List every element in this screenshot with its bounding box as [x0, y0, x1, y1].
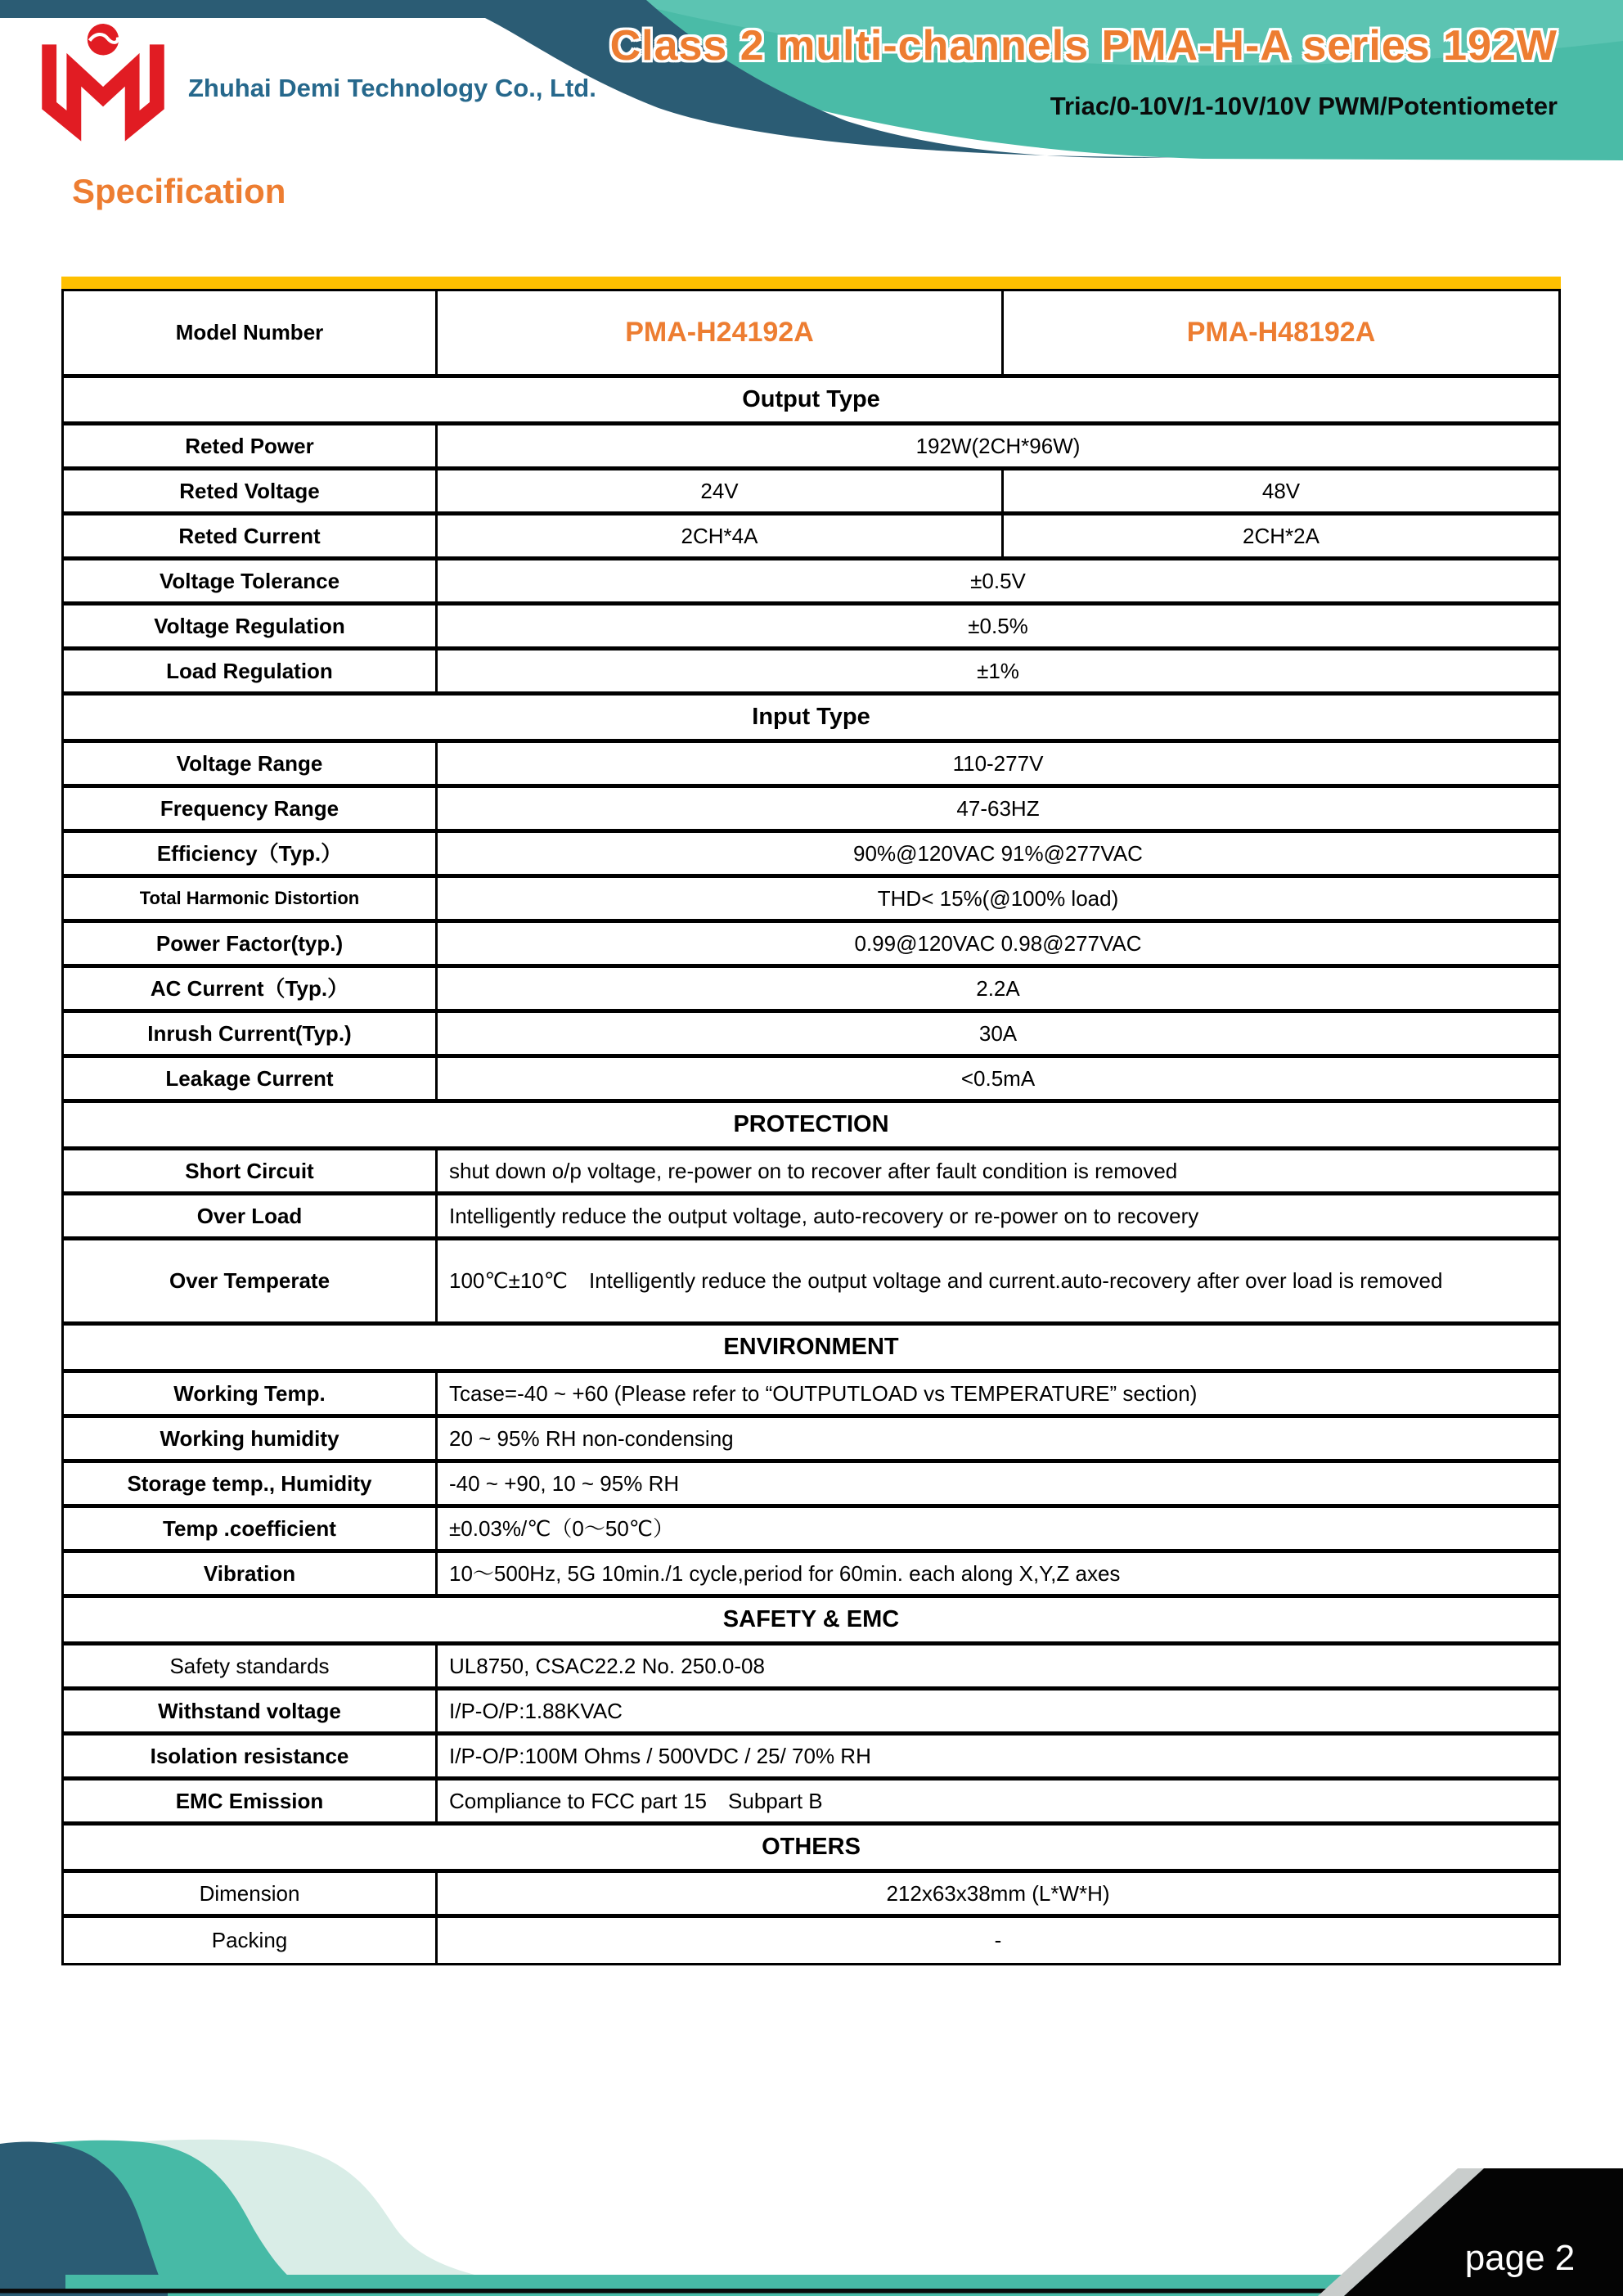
table-row	[64, 560, 1558, 606]
page-header	[0, 0, 1623, 160]
row-value: ±0.5V	[435, 560, 1558, 601]
row-label: Temp .coefficient	[163, 1515, 336, 1541]
row-value: ±1%	[435, 651, 1558, 691]
section-row	[64, 1103, 1558, 1150]
row-value: shut down o/p voltage, re-power on to recover after fault condition is removed	[435, 1150, 1558, 1191]
row-label: Inrush Current(Typ.)	[147, 1020, 352, 1046]
row-label: Over Temperate	[169, 1268, 330, 1294]
row-label: Isolation resistance	[150, 1743, 349, 1768]
company-logo-icon	[25, 20, 182, 142]
table-row	[64, 1418, 1558, 1463]
row-label: Voltage Range	[176, 750, 323, 776]
table-row	[64, 968, 1558, 1013]
row-label: Over Load	[196, 1203, 303, 1228]
row-value: 90%@120VAC 91%@277VAC	[435, 833, 1558, 874]
table-row	[64, 1690, 1558, 1736]
row-value: 30A	[435, 1013, 1558, 1054]
row-value: Intelligently reduce the output voltage, auto-recovery or re-power on to recovery	[435, 1195, 1558, 1236]
row-label: Load Regulation	[166, 658, 333, 683]
table-row	[64, 1195, 1558, 1240]
section-row	[64, 1598, 1558, 1645]
table-row	[64, 743, 1558, 788]
section-title: SAFETY & EMC	[722, 1606, 900, 1633]
row-label: Packing	[211, 1928, 288, 1953]
table-row	[64, 1373, 1558, 1418]
section-title: Input Type	[752, 704, 870, 731]
series-title: Class 2 multi-channels PMA-H-A series 192W	[609, 22, 1558, 70]
row-value: 20 ~ 95% RH non-condensing	[435, 1418, 1558, 1459]
specification-table	[61, 289, 1561, 1965]
row-value: 192W(2CH*96W)	[435, 425, 1558, 466]
table-row	[64, 1150, 1558, 1195]
section-title: PROTECTION	[733, 1111, 889, 1138]
row-label: AC Current（Typ.）	[150, 975, 349, 1001]
row-value: -40 ~ +90, 10 ~ 95% RH	[435, 1463, 1558, 1504]
row-label: Efficiency（Typ.）	[156, 840, 343, 866]
row-label: Voltage Tolerance	[159, 568, 340, 593]
table-row	[64, 1781, 1558, 1826]
row-value: 0.99@120VAC 0.98@277VAC	[435, 923, 1558, 964]
section-title: ENVIRONMENT	[723, 1334, 899, 1361]
row-label: Short Circuit	[185, 1158, 314, 1183]
footer-wave-graphic	[0, 2091, 1623, 2296]
section-row	[64, 696, 1558, 743]
table-row	[64, 1058, 1558, 1103]
row-value-model2: 48V	[1001, 470, 1558, 511]
row-label: Safety standards	[169, 1653, 330, 1678]
table-row	[64, 833, 1558, 878]
row-value: -	[435, 1918, 1558, 1963]
table-row	[64, 1645, 1558, 1690]
row-value: THD< 15%(@100% load)	[435, 878, 1558, 919]
row-label: EMC Emission	[175, 1788, 324, 1813]
table-row	[64, 651, 1558, 696]
row-label: Dimension	[199, 1880, 300, 1906]
table-row	[64, 878, 1558, 923]
section-row	[64, 378, 1558, 425]
row-label: Reted Voltage	[179, 478, 320, 503]
row-value-model1: 24V	[435, 470, 1001, 511]
table-row	[64, 1736, 1558, 1781]
row-label: Working Temp.	[173, 1380, 326, 1406]
row-label: Leakage Current	[165, 1065, 334, 1091]
row-value: ±0.03%/℃（0～50℃）	[435, 1508, 1558, 1549]
row-value: 110-277V	[435, 743, 1558, 784]
row-value: Tcase=-40 ~ +60 (Please refer to “OUTPUTLOAD vs TEMPERATURE” section)	[435, 1373, 1558, 1414]
row-value: Compliance to FCC part 15 Subpart B	[435, 1781, 1558, 1821]
row-value: I/P-O/P:100M Ohms / 500VDC / 25/ 70% RH	[435, 1736, 1558, 1776]
section-row	[64, 1826, 1558, 1873]
table-row-model	[64, 291, 1558, 378]
row-label: Working humidity	[160, 1425, 339, 1451]
row-label: Withstand voltage	[158, 1698, 341, 1723]
model-2: PMA-H48192A	[1001, 291, 1558, 374]
row-value: UL8750, CSAC22.2 No. 250.0-08	[435, 1645, 1558, 1686]
page-title: Specification	[72, 172, 286, 210]
section-title: Output Type	[742, 386, 880, 413]
row-label: Total Harmonic Distortion	[139, 888, 360, 909]
table-row	[64, 425, 1558, 470]
table-row	[64, 1463, 1558, 1508]
company-name: Zhuhai Demi Technology Co., Ltd.	[188, 74, 596, 102]
model-number-label: Model Number	[175, 320, 324, 345]
table-row	[64, 1240, 1558, 1326]
table-row	[64, 1553, 1558, 1598]
model-1: PMA-H24192A	[435, 291, 1001, 374]
row-label: Reted Power	[185, 433, 314, 458]
table-row	[64, 515, 1558, 560]
row-value: ±0.5%	[435, 606, 1558, 646]
row-value: 212x63x38mm (L*W*H)	[435, 1873, 1558, 1914]
table-row	[64, 923, 1558, 968]
row-label: Frequency Range	[160, 795, 339, 821]
table-row	[64, 1013, 1558, 1058]
table-row	[64, 606, 1558, 651]
row-value-model1: 2CH*4A	[435, 515, 1001, 556]
section-row	[64, 1326, 1558, 1373]
row-label: Power Factor(typ.)	[155, 930, 344, 956]
page-number: page 2	[1464, 2238, 1576, 2278]
row-label: Storage temp., Humidity	[127, 1470, 372, 1496]
section-title: OTHERS	[762, 1834, 861, 1861]
row-value: 47-63HZ	[435, 788, 1558, 829]
dimming-subtitle: Triac/0-10V/1-10V/10V PWM/Potentiometer	[1050, 92, 1558, 120]
table-top-accent-bar	[61, 277, 1561, 289]
row-value: 2.2A	[435, 968, 1558, 1009]
table-row	[64, 788, 1558, 833]
row-value-model2: 2CH*2A	[1001, 515, 1558, 556]
row-label: Vibration	[203, 1560, 296, 1586]
row-label: Reted Current	[178, 523, 321, 548]
row-value: 10～500Hz, 5G 10min./1 cycle,period for 60min. each along X,Y,Z axes	[435, 1553, 1558, 1594]
table-row	[64, 470, 1558, 515]
table-row	[64, 1918, 1558, 1963]
row-label: Voltage Regulation	[154, 613, 345, 638]
table-row	[64, 1508, 1558, 1553]
table-row	[64, 1873, 1558, 1918]
row-value: I/P-O/P:1.88KVAC	[435, 1690, 1558, 1731]
row-value: 100℃±10℃ Intelligently reduce the output voltage and current.auto-recovery after over load is removed	[435, 1240, 1558, 1321]
row-value: <0.5mA	[435, 1058, 1558, 1099]
